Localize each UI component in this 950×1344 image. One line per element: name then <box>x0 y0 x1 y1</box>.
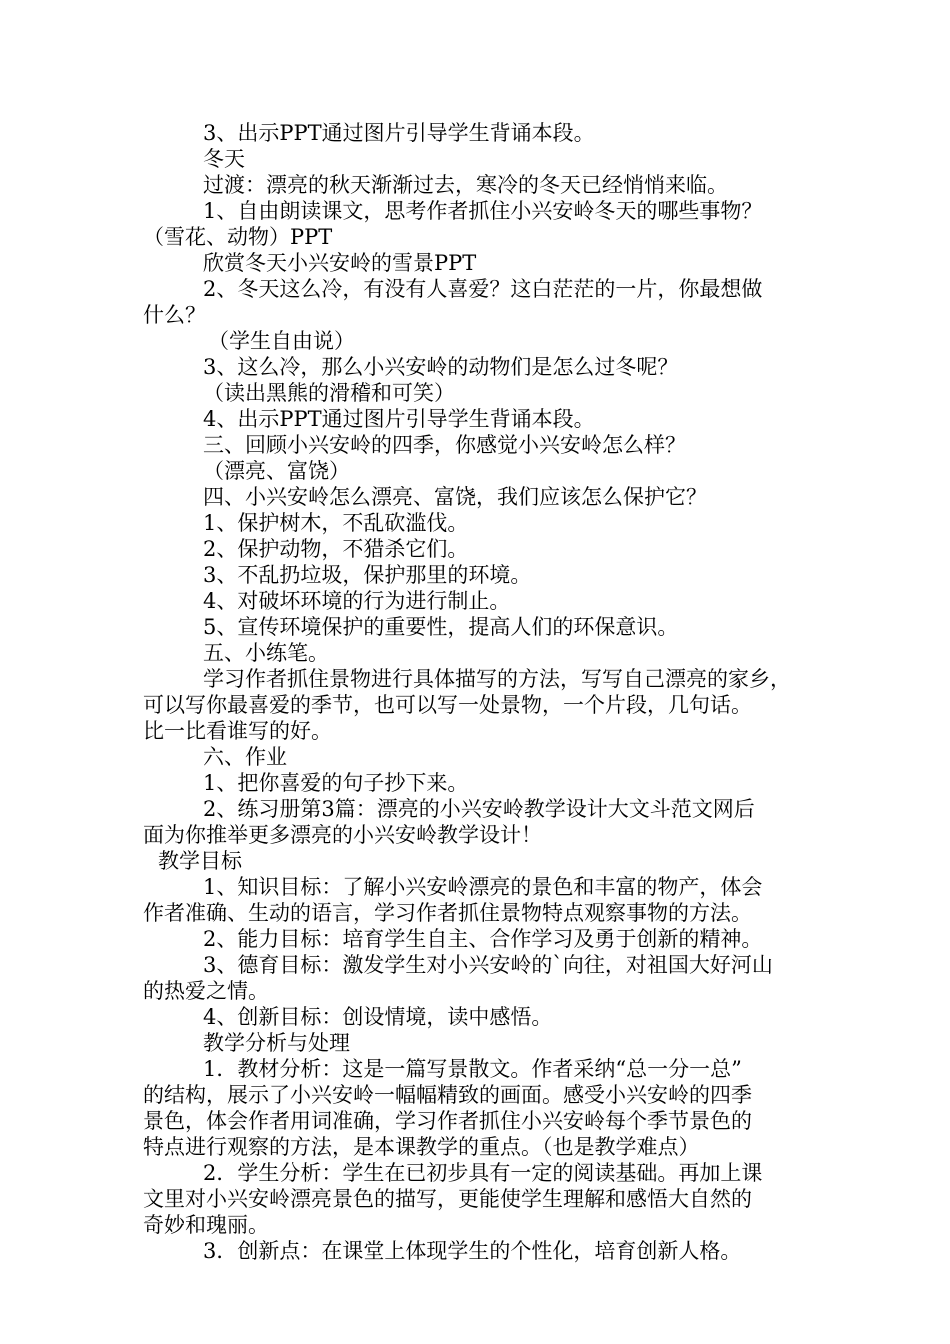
text-line: 文里对小兴安岭漂亮景色的描写，更能使学生理解和感悟大自然的 <box>143 1187 752 1211</box>
text-line: 3、出示PPT通过图片引导学生背诵本段。 <box>203 121 595 145</box>
text-line: 2．学生分析：学生在已初步具有一定的阅读基础。再加上课 <box>203 1161 763 1185</box>
text-line: 1．教材分析：这是一篇写景散文。作者采纳“总一分一总” <box>203 1057 742 1081</box>
text-line: 3．创新点：在课堂上体现学生的个性化，培育创新人格。 <box>203 1239 742 1263</box>
text-line: 特点进行观察的方法，是本课教学的重点。（也是教学难点） <box>143 1135 700 1159</box>
text-line: （雪花、动物）PPT <box>143 225 333 249</box>
text-line: 面为你推举更多漂亮的小兴安岭教学设计！ <box>143 823 542 847</box>
text-line: 2、保护动物，不猎杀它们。 <box>203 537 469 561</box>
text-line: 1、把你喜爱的句子抄下来。 <box>203 771 469 795</box>
text-line: 教学分析与处理 <box>203 1031 350 1055</box>
text-line: 1、自由朗读课文，思考作者抓住小兴安岭冬天的哪些事物？ <box>203 199 763 223</box>
text-line: 教学目标 <box>158 849 242 873</box>
text-line: 5、宣传环境保护的重要性，提高人们的环保意识。 <box>203 615 679 639</box>
text-line: 的结构，展示了小兴安岭一幅幅精致的画面。感受小兴安岭的四季 <box>143 1083 752 1107</box>
text-line: （学生自由说） <box>208 329 355 353</box>
text-line: 五、小练笔。 <box>203 641 329 665</box>
text-line: 什么？ <box>143 303 206 327</box>
text-line: 过渡：漂亮的秋天渐渐过去，寒冷的冬天已经悄悄来临。 <box>203 173 728 197</box>
text-line: 可以写你最喜爱的季节，也可以写一处景物，一个片段，几句话。 <box>143 693 752 717</box>
text-line: 学习作者抓住景物进行具体描写的方法，写写自己漂亮的家乡， <box>203 667 791 691</box>
text-line: （读出黑熊的滑稽和可笑） <box>203 381 455 405</box>
text-line: 3、这么冷，那么小兴安岭的动物们是怎么过冬呢？ <box>203 355 679 379</box>
text-line: 比一比看谁写的好。 <box>143 719 332 743</box>
text-line: 2、冬天这么冷，有没有人喜爱？这白茫茫的一片，你最想做 <box>203 277 763 301</box>
text-line: 奇妙和瑰丽。 <box>143 1213 269 1237</box>
text-line: （漂亮、富饶） <box>203 459 350 483</box>
text-line: 2、练习册第3篇：漂亮的小兴安岭教学设计大文斗范文网后 <box>203 797 755 821</box>
text-line: 1、保护树木，不乱砍滥伐。 <box>203 511 469 535</box>
text-line: 六、作业 <box>203 745 287 769</box>
text-line: 3、不乱扔垃圾，保护那里的环境。 <box>203 563 532 587</box>
text-line: 三、回顾小兴安岭的四季，你感觉小兴安岭怎么样？ <box>203 433 686 457</box>
text-line: 冬天 <box>203 147 245 171</box>
text-line: 作者准确、生动的语言，学习作者抓住景物特点观察事物的方法。 <box>143 901 752 925</box>
text-line: 景色，体会作者用词准确，学习作者抓住小兴安岭每个季节景色的 <box>143 1109 752 1133</box>
text-line: 4、对破坏环境的行为进行制止。 <box>203 589 511 613</box>
text-line: 3、德育目标：激发学生对小兴安岭的`向往，对祖国大好河山 <box>203 953 773 977</box>
text-line: 4、创新目标：创设情境，读中感悟。 <box>203 1005 553 1029</box>
text-line: 四、小兴安岭怎么漂亮、富饶，我们应该怎么保护它？ <box>203 485 707 509</box>
text-line: 欣赏冬天小兴安岭的雪景PPT <box>203 251 477 275</box>
text-line: 的热爱之情。 <box>143 979 269 1003</box>
text-line: 1、知识目标：了解小兴安岭漂亮的景色和丰富的物产，体会 <box>203 875 763 899</box>
text-line: 2、能力目标：培育学生自主、合作学习及勇于创新的精神。 <box>203 927 763 951</box>
text-line: 4、出示PPT通过图片引导学生背诵本段。 <box>203 407 595 431</box>
document-body <box>143 120 813 1264</box>
